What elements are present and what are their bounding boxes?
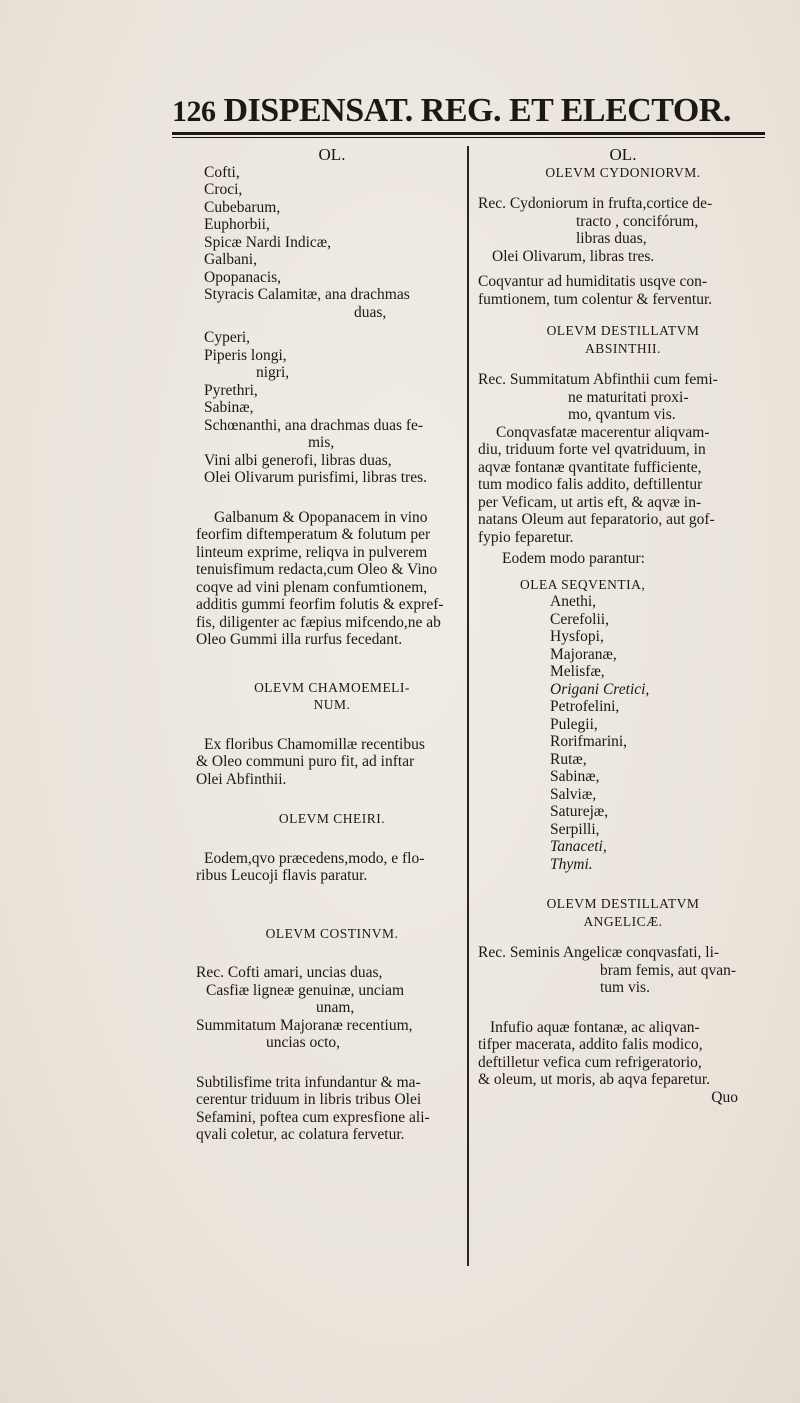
right-column-title: OL. — [609, 145, 637, 164]
ingredients-list-2 — [196, 329, 468, 487]
paragraph-costinum — [196, 1074, 468, 1144]
text-line: Conqvasfatæ macerentur aliqvam- — [496, 423, 710, 441]
list-item: Anethi, — [550, 593, 597, 610]
text-line: ne maturitati proxi- — [568, 388, 689, 406]
text-line: uncias octo, — [266, 1034, 341, 1051]
text-line: Coqvantur ad humiditatis usqve con- — [478, 273, 708, 290]
ingredient-line: Cyperi, — [204, 329, 251, 346]
text-line: diu, triduum forte vel qvatriduum, in — [478, 441, 706, 458]
text-line: additis gummi feorfim folutis & expref- — [196, 596, 444, 613]
olea-list — [478, 593, 768, 873]
list-item: Sabinæ, — [550, 768, 600, 785]
paragraph-galbanum — [196, 509, 468, 649]
paragraph-chamomile — [196, 736, 468, 789]
ingredient-line: Sabinæ, — [204, 399, 254, 416]
text-line: tum modico falis addito, deftillentur — [478, 476, 703, 493]
ingredient-line: Vini albi generofi, libras duas, — [204, 451, 392, 469]
text-line: natans Oleum aut feparatorio, aut gof- — [478, 511, 715, 528]
list-item: Pulegii, — [550, 715, 598, 733]
text-line: libras duas, — [576, 230, 647, 247]
text-line: ribus Leucoji flavis paratur. — [196, 867, 368, 884]
text-line: coqve ad vini plenam confumtionem, — [196, 578, 428, 596]
right-column — [478, 146, 768, 1106]
text-line: tifper macerata, addito falis modico, — [478, 1036, 703, 1053]
ingredient-line: Schœnanthi, ana drachmas duas fe- — [204, 416, 424, 434]
ingredient-line: Euphorbii, — [204, 216, 270, 233]
heading-cheiri: OLEVM CHEIRI. — [278, 811, 386, 826]
text-line: Subtilisfime trita infundantur & ma- — [196, 1073, 421, 1091]
ingredient-line: duas, — [354, 303, 387, 321]
heading-cydoniorum: OLEVM CYDONIORVM. — [545, 164, 701, 180]
text-line: Olei Olivarum, libras tres. — [492, 247, 655, 265]
paragraph-absinthii — [478, 424, 768, 547]
heading-angelicae — [478, 895, 768, 930]
text-line: bram femis, aut qvan- — [600, 961, 737, 979]
ingredient-line: Galbani, — [204, 251, 257, 268]
text-line: qvali coletur, ac colatura fervetur. — [196, 1126, 405, 1143]
list-item: Saturejæ, — [550, 803, 609, 820]
ingredient-line: Pyrethri, — [204, 381, 258, 399]
left-column — [196, 146, 468, 1144]
header-rule-thick — [172, 132, 765, 135]
olea-heading: OLEA SEQVENTIA, — [520, 576, 646, 592]
text-line: Rec. Summitatum Abfinthii cum femi- — [478, 371, 718, 388]
eodem-modo-line: Eodem modo parantur: — [502, 550, 645, 567]
heading-chamomile — [196, 679, 468, 714]
text-line: Rec. Cydoniorum in frufta,cortice de- — [478, 195, 713, 212]
text-line: feorfim diftemperatum & folutum per — [196, 526, 431, 543]
page-header — [172, 92, 762, 132]
text-line: unam, — [316, 999, 355, 1016]
catchword: Quo — [711, 1088, 738, 1106]
text-line: Summitatum Majoranæ recentium, — [196, 1016, 413, 1034]
text-line: Infufio aquæ fontanæ, ac aliqvan- — [490, 1018, 700, 1036]
ingredient-line: Spicæ Nardi Indicæ, — [204, 233, 331, 251]
list-item: Rutæ, — [550, 750, 587, 768]
recipe-absinthii — [478, 371, 768, 424]
header-rule-thin — [172, 137, 765, 138]
ingredient-line: Croci, — [204, 181, 243, 198]
list-item: Petrofelini, — [550, 698, 620, 715]
text-line: per Veficam, ut artis eft, & aqvæ in- — [478, 493, 702, 511]
list-item: Serpilli, — [550, 820, 600, 838]
list-item: Hysfopi, — [550, 628, 604, 645]
text-line: Oleo Gummi illa rurfus fecedant. — [196, 631, 403, 648]
text-line: fis, diligenter ac fæpius mifcendo,ne ab — [196, 613, 441, 631]
text-line: deftilletur vefica cum refrigeratorio, — [478, 1053, 702, 1071]
text-line: Ex floribus Chamomillæ recentibus — [204, 735, 425, 753]
heading-line: OLEVM DESTILLATVM — [546, 323, 700, 338]
text-line: & Oleo communi puro fit, ad inftar — [196, 753, 415, 770]
ingredient-line: Piperis longi, — [204, 346, 287, 364]
text-line: Casfiæ ligneæ genuinæ, unciam — [206, 981, 405, 999]
text-line: mo, qvantum vis. — [568, 406, 676, 423]
text-line: Rec. Seminis Angelicæ conqvasfati, li- — [478, 944, 720, 961]
text-line: fypio feparetur. — [478, 528, 574, 546]
list-item: Tanaceti, — [550, 838, 607, 855]
ingredient-line: Cofti, — [204, 163, 240, 181]
text-line: fumtionem, tum colentur & ferventur. — [478, 290, 713, 308]
recipe-cydoniorum — [478, 195, 768, 265]
recipe-angelicae — [478, 944, 768, 997]
list-item: Thymi. — [550, 855, 593, 873]
text-line: Eodem,qvo præcedens,modo, e flo- — [204, 849, 425, 867]
list-item: Salviæ, — [550, 785, 597, 803]
text-line: tenuisfimum redacta,cum Oleo & Vino — [196, 561, 438, 578]
ingredient-line: Styracis Calamitæ, ana drachmas — [204, 286, 410, 303]
paragraph-cydoniorum — [478, 273, 768, 308]
heading-costinum: OLEVM COSTINVM. — [265, 925, 399, 941]
text-line: aqvæ fontanæ qvantitate fufficiente, — [478, 458, 702, 476]
paragraph-angelicae — [478, 1019, 768, 1089]
text-line: Rec. Cofti amari, uncias duas, — [196, 964, 383, 981]
heading-line: ANGELICÆ. — [583, 913, 663, 929]
heading-line: OLEVM CHAMOEMELI- — [254, 679, 410, 695]
text-line: Sefamini, poftea cum expresfione ali- — [196, 1108, 430, 1126]
left-column-title: OL. — [318, 145, 346, 164]
text-line: linteum exprime, reliqva in pulverem — [196, 543, 428, 561]
text-line: & oleum, ut moris, ab aqva feparetur. — [478, 1071, 711, 1088]
heading-line: ABSINTHII. — [585, 340, 661, 356]
ingredient-line: Cubebarum, — [204, 198, 281, 216]
text-line: cerentur triduum in libris tribus Olei — [196, 1091, 422, 1108]
page-number: 126 — [172, 95, 216, 128]
text-line: tracto , concifórum, — [576, 212, 699, 230]
heading-absinthii — [478, 322, 768, 357]
ingredient-line: nigri, — [256, 364, 290, 381]
heading-line: OLEVM DESTILLATVM — [546, 896, 700, 911]
list-item: Rorifmarini, — [550, 733, 628, 750]
list-item: Melisfæ, — [550, 663, 605, 680]
ingredient-line: mis, — [308, 434, 335, 451]
running-title: DISPENSAT. REG. ET ELECTOR. — [223, 92, 731, 129]
list-item: Cerefolii, — [550, 610, 609, 628]
ingredient-line: Olei Olivarum purisfimi, libras tres. — [204, 469, 427, 486]
list-item: Origani Cretici, — [550, 680, 650, 698]
list-item: Majoranæ, — [550, 645, 617, 663]
ingredients-list-1 — [196, 164, 468, 322]
ingredient-line: Opopanacis, — [204, 268, 282, 286]
text-line: Olei Abfinthii. — [196, 770, 287, 788]
heading-line: NUM. — [313, 697, 351, 712]
recipe-costinum — [196, 964, 468, 1052]
text-line: tum vis. — [600, 979, 650, 996]
text-line: Galbanum & Opopanacem in vino — [214, 508, 428, 526]
paragraph-cheiri — [196, 850, 468, 885]
